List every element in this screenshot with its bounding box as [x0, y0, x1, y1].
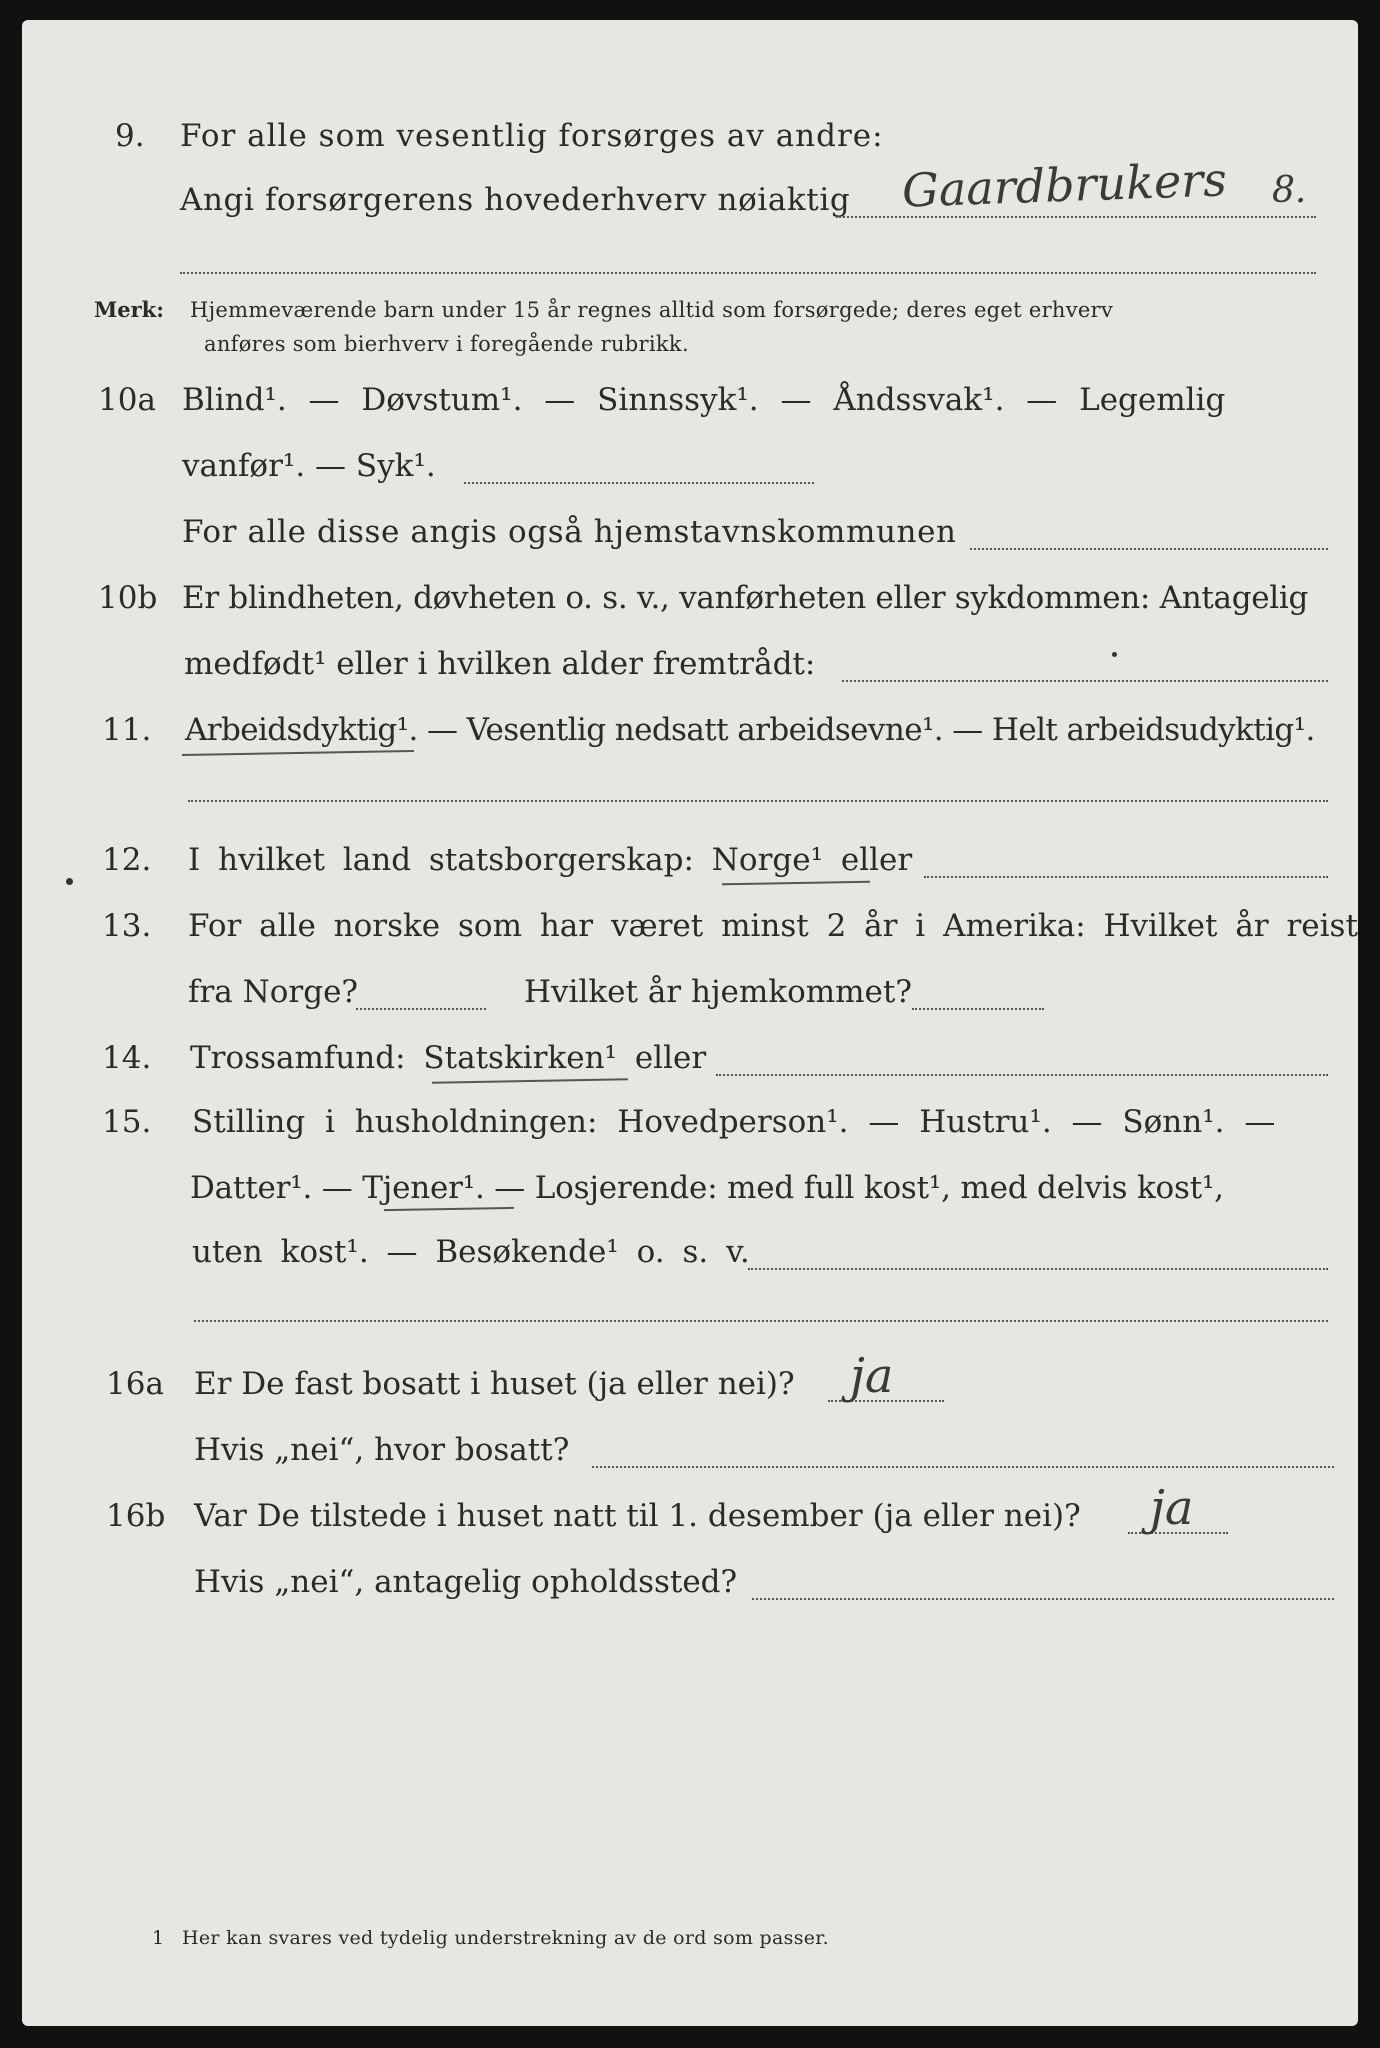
q11-number: 11. [102, 712, 152, 748]
q15-line1: Stilling i husholdningen: Hovedperson¹. — Hustru¹. — Sønn¹. — [192, 1104, 1276, 1140]
q9-handwritten-answer: Gaardbrukers [901, 152, 1228, 218]
q16b-handwritten-answer: ja [1150, 1480, 1194, 1536]
footnote-marker: 1 [152, 1927, 165, 1949]
note-line1: Hjemmeværende barn under 15 år regnes alltid som forsørgede; deres eget erhverv [190, 298, 1114, 322]
q12-number: 12. [102, 842, 152, 878]
q13-line1: For alle norske som har været minst 2 år i Amerika: Hvilket år reist [188, 908, 1358, 944]
q9-line2: Angi forsørgerens hovederhverv nøiaktig [180, 182, 851, 218]
q10b-line1: Er blindheten, døvheten o. s. v., vanførheten eller sykdommen: Antagelig [182, 580, 1309, 616]
q16b-line2: Hvis „nei“, antagelig opholdssted? [194, 1564, 738, 1600]
q16a-number: 16a [106, 1366, 164, 1402]
q12-line1: I hvilket land statsborgerskap: Norge¹ eller [188, 842, 913, 878]
q9-second-line [180, 272, 1316, 274]
q15-number: 15. [102, 1104, 152, 1140]
q10a-line2: vanfør¹. — Syk¹. [182, 448, 436, 484]
q15-second-line [194, 1320, 1328, 1322]
ink-speck [1112, 652, 1117, 657]
q16a-address-line [592, 1466, 1334, 1468]
q10a-line1: Blind¹. — Døvstum¹. — Sinnssyk¹. — Åndssvak¹. — Legemlig [182, 382, 1226, 418]
footnote-text: Her kan svares ved tydelig understrekning av de ord som passer. [182, 1927, 829, 1949]
q16b-line1: Var De tilstede i huset natt til 1. desember (ja eller nei)? [194, 1498, 1081, 1534]
q10b-line2: medfødt¹ eller i hvilken alder fremtrådt: [184, 646, 816, 682]
q10a-hometown-line [970, 548, 1328, 550]
q10a-line3: For alle disse angis også hjemstavnskommunen [182, 514, 957, 550]
q13-return-year-line [912, 1008, 1044, 1010]
q12-handwritten-underline [722, 881, 870, 886]
q15-line2: Datter¹. — Tjener¹. — Losjerende: med full kost¹, med delvis kost¹, [190, 1170, 1224, 1206]
q10a-number: 10a [98, 382, 156, 418]
margin-mark [66, 878, 73, 885]
census-form-page [22, 20, 1358, 2026]
q16a-line1: Er De fast bosatt i huset (ja eller nei)? [194, 1366, 795, 1402]
q9-handwritten-number: 8. [1272, 170, 1307, 211]
q14-number: 14. [102, 1040, 152, 1076]
q15-line3: uten kost¹. — Besøkende¹ o. s. v. [192, 1234, 750, 1270]
q15-handwritten-underline [384, 1207, 514, 1211]
q13-line2b: Hvilket år hjemkommet? [524, 974, 912, 1010]
q11-line1: Arbeidsdyktig¹. — Vesentlig nedsatt arbeidsevne¹. — Helt arbeidsudyktig¹. [185, 712, 1315, 748]
q13-left-year-line [356, 1008, 486, 1010]
q14-handwritten-underline [432, 1078, 628, 1083]
q16b-number: 16b [106, 1498, 166, 1534]
q11-handwritten-underline [182, 750, 414, 756]
q15-answer-line [748, 1268, 1328, 1270]
q13-number: 13. [102, 908, 152, 944]
q9-number: 9. [115, 118, 145, 154]
q16a-line2: Hvis „nei“, hvor bosatt? [194, 1432, 570, 1468]
q10b-number: 10b [98, 580, 158, 616]
q16a-handwritten-answer: ja [850, 1348, 894, 1404]
note-label: Merk: [94, 297, 164, 322]
q12-answer-line [924, 876, 1328, 878]
note-line2: anføres som bierhverv i foregående rubrikk. [204, 332, 689, 356]
q16b-residence-line [752, 1598, 1334, 1600]
q10a-answer-line [464, 482, 814, 484]
q10b-answer-line [842, 680, 1328, 682]
q11-answer-line [188, 800, 1328, 802]
q14-line1: Trossamfund: Statskirken¹ eller [190, 1040, 707, 1076]
q14-answer-line [716, 1074, 1328, 1076]
q13-line2a: fra Norge? [188, 974, 359, 1010]
q9-line1: For alle som vesentlig forsørges av andre: [180, 118, 884, 154]
